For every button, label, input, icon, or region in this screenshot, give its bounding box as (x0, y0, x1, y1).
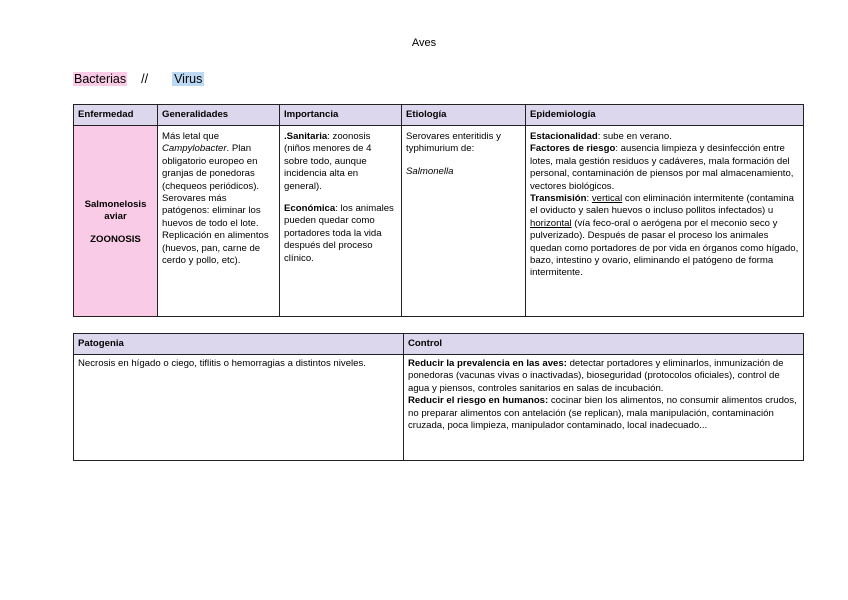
header-control: Control (404, 334, 804, 355)
header-enfermedad: Enfermedad (74, 105, 158, 126)
table-row (74, 126, 804, 317)
header-generalidades: Generalidades (158, 105, 280, 126)
pathogenesis-control-table (73, 333, 804, 461)
table-header-row (74, 105, 804, 126)
generalidades-cell: Más letal que Campylobacter. Plan obligatorio europeo en granjas de ponedoras (chequeos periódicos). Serovares más patógenos: eliminar los huevos de todo el lote. Replicación en alimentos (huevos, pan, carne de cerdo y pollo, etc). (158, 126, 280, 317)
table-header-row (74, 334, 804, 355)
genus-campylobacter: Campylobacter (162, 143, 227, 155)
genus-salmonella: Salmonella (406, 165, 454, 177)
importancia-sanitaria: .Sanitaria: zoonosis (niños menores de 4 sobre todo, aunque incidencia alta en general). (284, 131, 372, 192)
disease-name: Salmonelosis aviar (84, 198, 147, 223)
header-etiologia: Etiología (402, 105, 526, 126)
epidemiologia-cell (526, 126, 804, 317)
disease-tag: ZOONOSIS (90, 233, 141, 245)
header-epidemiologia: Epidemiología (526, 105, 804, 126)
legend (73, 72, 204, 86)
table-row (74, 355, 804, 461)
etiologia-text: Serovares enteritidis y typhimurium de: (406, 131, 501, 155)
header-patogenia: Patogenia (74, 334, 404, 355)
legend-separator: // (141, 72, 149, 86)
control-humanos: Reducir el riesgo en humanos: cocinar bien los alimentos, no consumir alimentos crudos, no preparar alimentos con antelación (se replican), mala manipulación, contaminación cruzada, poca limpieza, manipulador contaminado, local inadecuado... (408, 395, 797, 432)
legend-bacterias: Bacterias (74, 72, 127, 86)
epi-transmision: Transmisión: vertical con eliminación intermitente (contamina el oviducto y salen huevos o incluso pollitos infectados) u horizontal (vía feco-oral o aerógena por el meconio seco y pulverizado). Después de pasar el proceso los animales quedan como portadores de por vida en órganos como hígado, bazo, intestino y ovario, eliminando el patógeno de forma intermitente. (530, 193, 799, 279)
header-importancia: Importancia (280, 105, 402, 126)
disease-cell (74, 126, 158, 317)
epi-factores-riesgo: Factores de riesgo: ausencia limpieza y desinfección entre lotes, mala gestión residuos y cadáveres, mala formación del personal, contaminación de piensos por mal almacenamiento, vectores biológicos. (530, 143, 794, 192)
importancia-cell (280, 126, 402, 317)
control-cell (404, 355, 804, 461)
legend-virus: Virus (174, 72, 203, 86)
etiologia-cell (402, 126, 526, 317)
importancia-economica: Económica: los animales pueden quedar como portadores toda la vida después del proceso clínico. (284, 203, 394, 264)
page-title: Aves (411, 37, 437, 49)
disease-table (73, 104, 804, 317)
patogenia-cell: Necrosis en hígado o ciego, tiflitis o hemorragias a distintos niveles. (74, 355, 404, 461)
epi-estacionalidad: Estacionalidad: sube en verano. (530, 131, 672, 142)
control-aves: Reducir la prevalencia en las aves: detectar portadores y eliminarlos, inmunización de ponedoras (vacunas vivas o inactivadas), bioseguridad (protocolos oficiales), control de agua y piensos, controles sanitarios en salas de incubación. (408, 358, 784, 394)
